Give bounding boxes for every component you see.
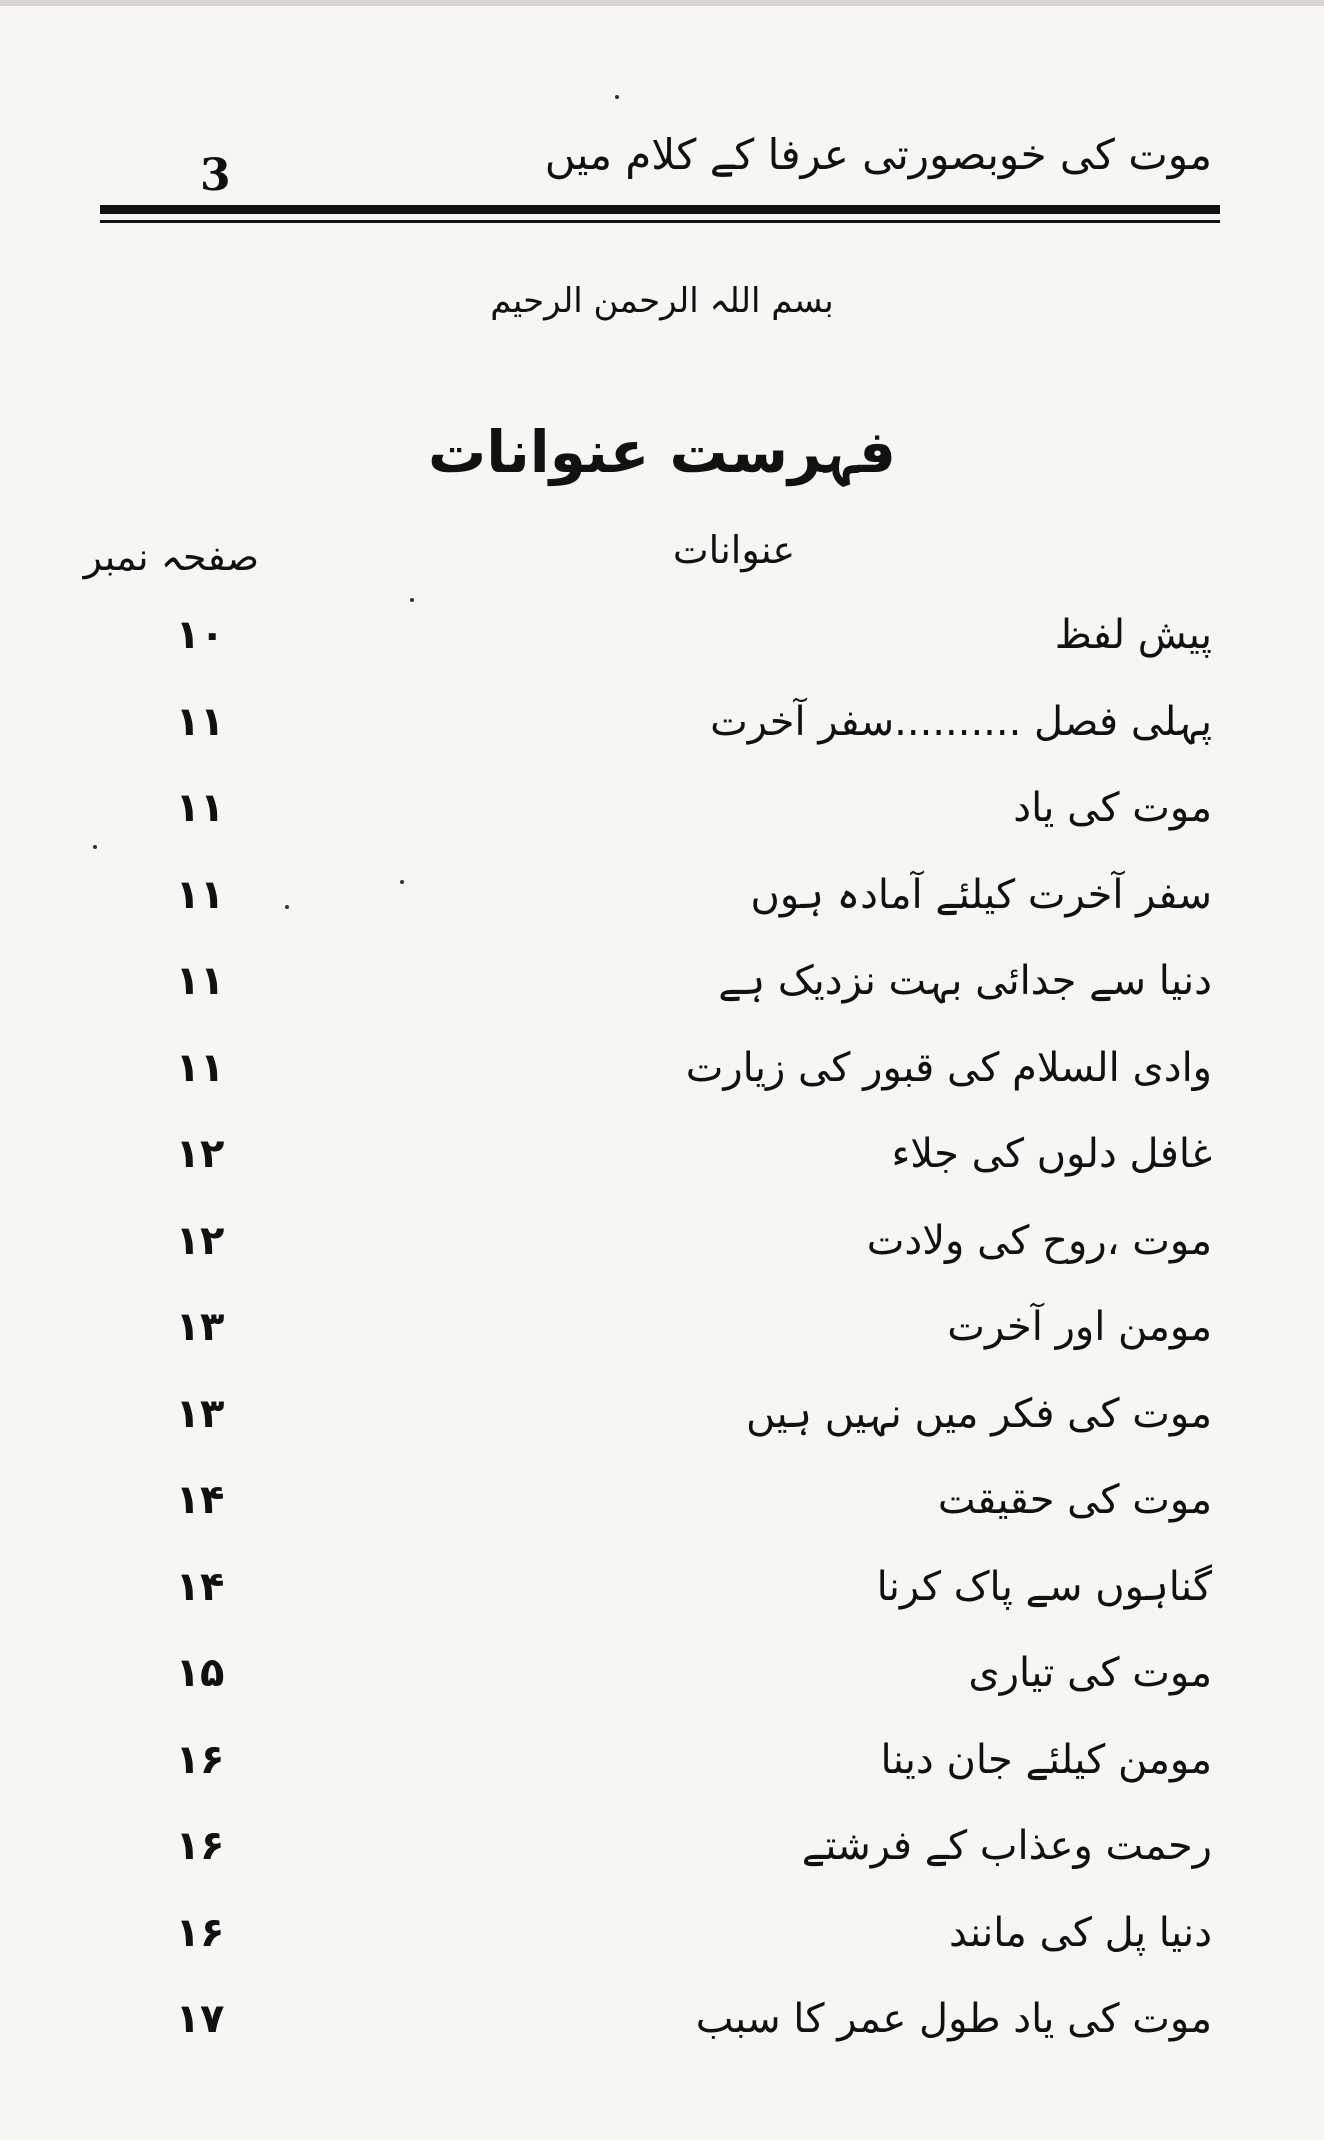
toc-entry-title: موت کی تیاری bbox=[968, 1650, 1212, 1696]
page-top-edge bbox=[0, 0, 1324, 6]
toc-entry-title: وادی السلام کی قبور کی زیارت bbox=[685, 1044, 1212, 1091]
toc-entry-page: ۱۶ bbox=[175, 1736, 225, 1783]
toc-entry-page: ۱۱ bbox=[175, 698, 225, 745]
toc-entry-title: غافل دلوں کی جلاء bbox=[891, 1131, 1212, 1177]
paper-speck bbox=[410, 598, 414, 602]
toc-row bbox=[0, 860, 1324, 930]
paper-speck bbox=[615, 95, 619, 99]
running-title: موت کی خوبصورتی عرفا کے کلام میں bbox=[544, 130, 1212, 179]
column-header-topics: عنوانات bbox=[672, 528, 796, 572]
paper-speck bbox=[285, 905, 289, 909]
bismillah-calligraphy: بسم اللہ الرحمن الرحیم bbox=[490, 281, 834, 321]
toc-entry-page: ۱۴ bbox=[175, 1477, 225, 1523]
toc-entry-page: ۱۱ bbox=[175, 871, 225, 918]
toc-entry-title: دنیا پل کی مانند bbox=[949, 1909, 1212, 1956]
toc-entry-title: موت کی یاد bbox=[1013, 785, 1212, 831]
toc-entry-page: ۱۲ bbox=[175, 1131, 225, 1177]
toc-entry-title: مومن اور آخرت bbox=[947, 1304, 1212, 1350]
toc-entry-page: ۱۲ bbox=[175, 1217, 225, 1264]
toc-row bbox=[0, 1811, 1324, 1881]
toc-entry-title: سفر آخرت کیلئے آمادہ ہوں bbox=[750, 871, 1212, 918]
toc-row bbox=[0, 946, 1324, 1016]
toc-entry-page: ۱۱ bbox=[175, 785, 225, 831]
toc-entry-title: موت کی یاد طول عمر کا سبب bbox=[695, 1996, 1212, 2042]
toc-row bbox=[0, 600, 1324, 670]
toc-row bbox=[0, 1206, 1324, 1276]
toc-entry-title: موت کی فکر میں نہیں ہیں bbox=[746, 1390, 1212, 1437]
toc-entry-title: موت ،روح کی ولادت bbox=[866, 1217, 1212, 1264]
toc-entry-page: ۱۱ bbox=[175, 958, 225, 1004]
paper-speck bbox=[93, 845, 97, 849]
toc-row bbox=[0, 1033, 1324, 1103]
toc-entry-page: ۱۳ bbox=[175, 1304, 225, 1350]
column-header-page-number: صفحہ نمبر bbox=[83, 535, 259, 579]
toc-entry-title: پہلی فصل ..........سفر آخرت bbox=[710, 698, 1212, 745]
toc-row bbox=[0, 773, 1324, 843]
toc-row bbox=[0, 687, 1324, 757]
toc-entry-page: ۱۰ bbox=[175, 612, 225, 658]
toc-row bbox=[0, 1552, 1324, 1622]
contents-title: فہرست عنوانات bbox=[427, 418, 897, 486]
toc-row bbox=[0, 1725, 1324, 1795]
toc-entry-page: ۱۱ bbox=[175, 1044, 225, 1091]
toc-row bbox=[0, 1638, 1324, 1708]
toc-entry-title: رحمت وعذاب کے فرشتے bbox=[801, 1823, 1212, 1869]
toc-row bbox=[0, 1379, 1324, 1449]
header-rule bbox=[100, 205, 1220, 214]
toc-entry-title: پیش لفظ bbox=[1054, 612, 1212, 658]
toc-row bbox=[0, 1465, 1324, 1535]
toc-row bbox=[0, 1292, 1324, 1362]
toc-row bbox=[0, 1898, 1324, 1968]
toc-row bbox=[0, 1984, 1324, 2054]
toc-entry-title: دنیا سے جدائی بہت نزدیک ہے bbox=[718, 958, 1212, 1004]
toc-entry-title: گناہوں سے پاک کرنا bbox=[876, 1563, 1212, 1610]
toc-entry-page: ۱۵ bbox=[175, 1650, 225, 1696]
toc-entry-title: مومن کیلئے جان دینا bbox=[880, 1736, 1212, 1783]
toc-entry-title: موت کی حقیقت bbox=[937, 1477, 1212, 1523]
header-rule-thin bbox=[100, 220, 1220, 223]
toc-entry-page: ۱۷ bbox=[175, 1996, 225, 2042]
page-number: 3 bbox=[200, 150, 231, 201]
toc-row bbox=[0, 1119, 1324, 1189]
toc-entry-page: ۱۴ bbox=[175, 1563, 225, 1610]
toc-entry-page: ۱۳ bbox=[175, 1390, 225, 1437]
paper-speck bbox=[400, 880, 404, 884]
toc-entry-page: ۱۶ bbox=[175, 1909, 225, 1956]
toc-entry-page: ۱۶ bbox=[175, 1823, 225, 1869]
